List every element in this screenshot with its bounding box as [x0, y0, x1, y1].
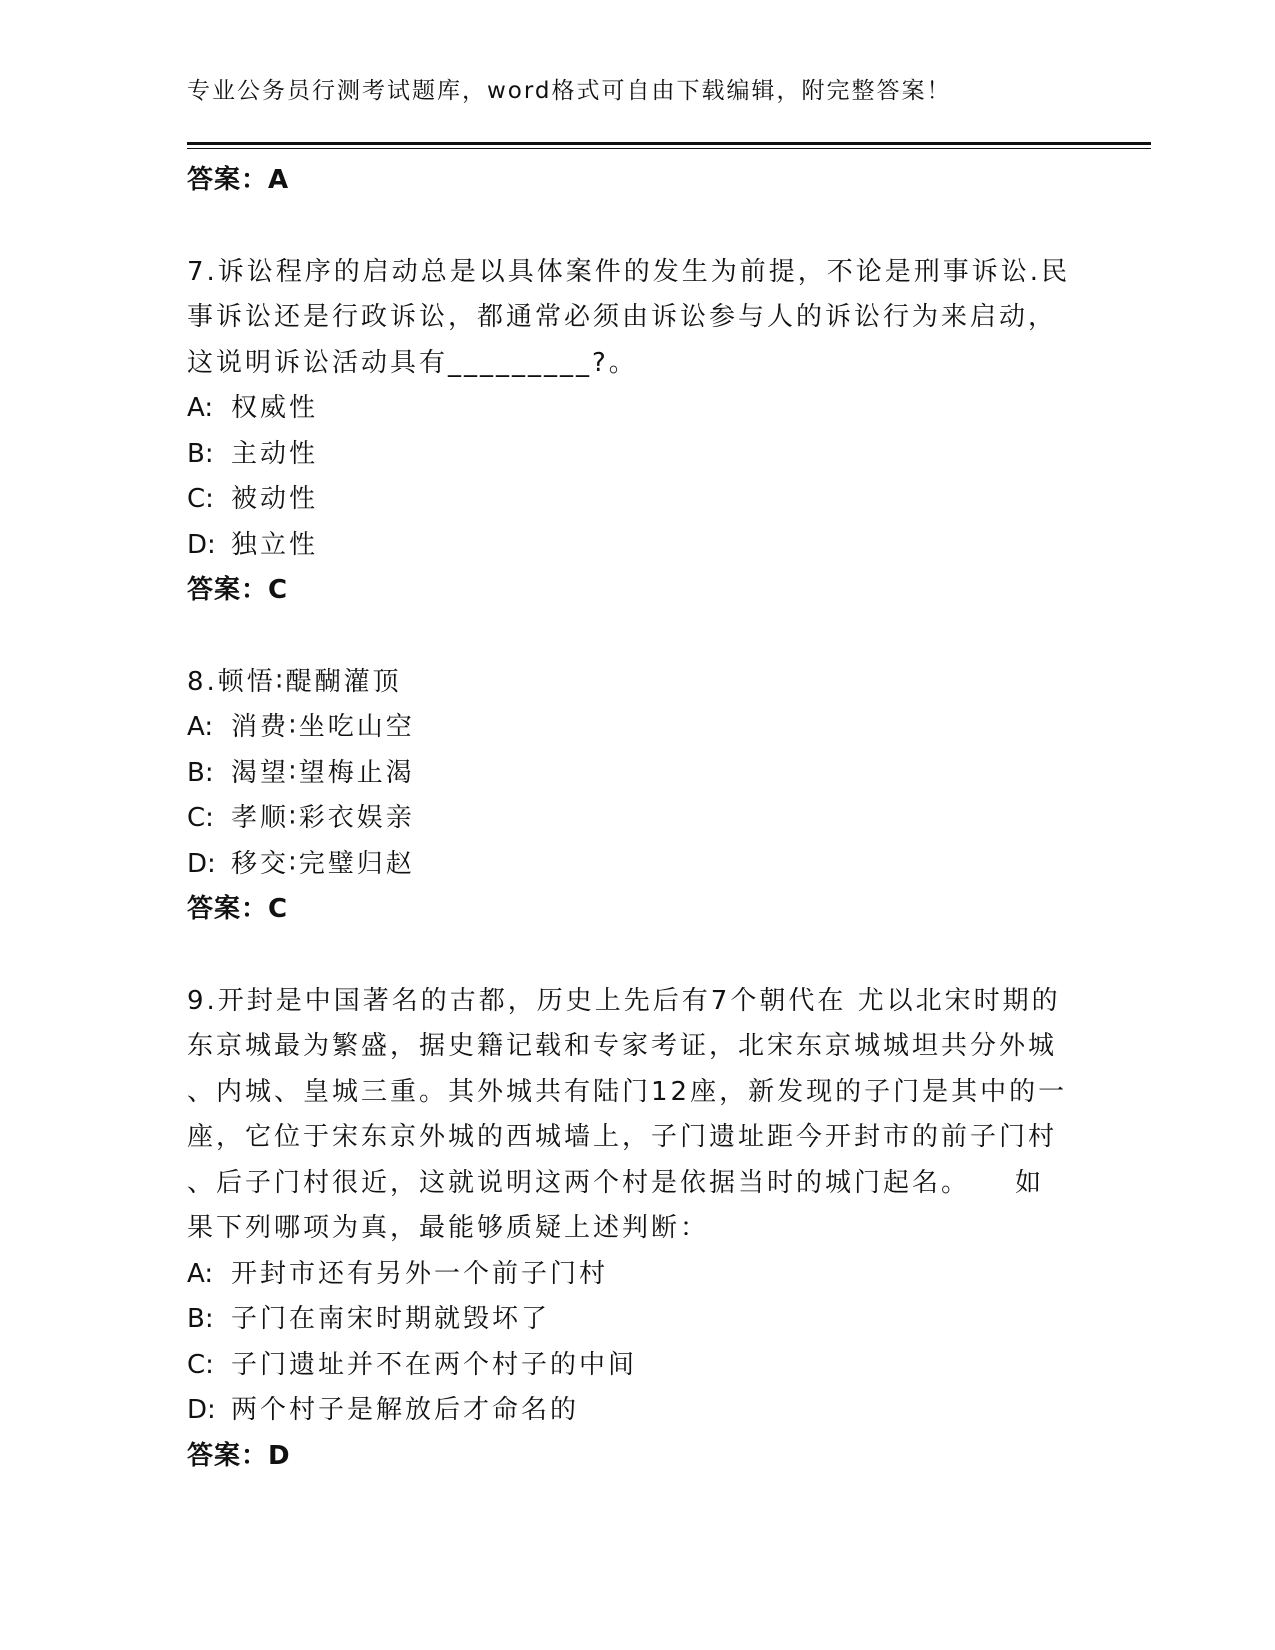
question-stem-line: 、后子门村很近，这就说明这两个村是依据当时的城门起名。 如	[187, 1167, 1045, 1198]
option-b	[187, 751, 1087, 797]
option-text: 孝顺∶彩衣娱亲	[231, 803, 415, 833]
answer: 答案：D	[187, 1440, 291, 1471]
option-c	[187, 1343, 1087, 1389]
page-header: 专业公务员行测考试题库，word格式可自由下载编辑，附完整答案！	[187, 78, 952, 104]
option-text: 消费∶坐吃山空	[231, 712, 415, 742]
option-text: 被动性	[231, 484, 319, 514]
question-stem-line: 东京城最为繁盛，据史籍记载和专家考证，北宋东京城城坦共分外城	[187, 1031, 1058, 1061]
option-label: C:	[187, 803, 214, 833]
option-text: 移交∶完璧归赵	[231, 848, 415, 879]
option-text: 两个村子是解放后才命名的	[231, 1395, 580, 1425]
option-text: 权威性	[231, 393, 319, 423]
option-label: C:	[187, 484, 214, 514]
option-b	[187, 1297, 1087, 1343]
spacer	[187, 614, 1087, 660]
question-stem-line: 座，它位于宋东京外城的西城墙上，子门遗址距今开封市的前子门村	[187, 1122, 1058, 1152]
answer: 答案：C	[187, 894, 289, 924]
question-9	[187, 979, 1087, 1480]
option-label: B:	[187, 757, 214, 788]
option-label: D:	[187, 1395, 216, 1425]
option-d	[187, 842, 1087, 888]
option-text: 独立性	[231, 529, 319, 560]
option-text: 子门遗址并不在两个村子的中间	[231, 1349, 638, 1380]
spacer	[187, 933, 1087, 979]
option-d	[187, 523, 1087, 569]
option-label: B:	[187, 1304, 214, 1334]
question-stem-line: 事诉讼还是行政诉讼，都通常必须由诉讼参与人的诉讼行为来启动，	[187, 302, 1058, 332]
question-stem-line: 8.顿悟∶醍醐灌顶	[187, 666, 402, 697]
option-label: A:	[187, 1258, 214, 1289]
option-label: D:	[187, 848, 216, 879]
option-b	[187, 432, 1087, 478]
option-d	[187, 1388, 1087, 1434]
option-text: 渴望∶望梅止渴	[231, 757, 415, 788]
option-c	[187, 477, 1087, 523]
answer: 答案：C	[187, 575, 289, 605]
spacer	[187, 204, 1087, 250]
question-8	[187, 660, 1087, 933]
answer-previous: 答案：A	[187, 165, 290, 195]
option-label: B:	[187, 438, 214, 469]
header-rule-thick	[187, 142, 1151, 145]
option-a	[187, 386, 1087, 432]
question-7	[187, 250, 1087, 614]
question-stem-line: 7.诉讼程序的启动总是以具体案件的发生为前提，不论是刑事诉讼.民	[187, 256, 1071, 287]
option-label: A:	[187, 393, 214, 423]
option-label: C:	[187, 1349, 214, 1380]
question-stem-line: 这说明诉讼活动具有_________?。	[187, 347, 638, 378]
option-a	[187, 705, 1087, 751]
option-text: 子门在南宋时期就毁坏了	[231, 1304, 551, 1334]
option-label: D:	[187, 529, 216, 560]
option-text: 主动性	[231, 438, 319, 469]
option-c	[187, 796, 1087, 842]
question-stem-line: 9.开封是中国著名的古都，历史上先后有7个朝代在 尤以北宋时期的	[187, 985, 1061, 1016]
option-label: A:	[187, 712, 214, 742]
document-body	[187, 158, 1087, 1479]
header-rule-thin	[187, 148, 1151, 149]
option-text: 开封市还有另外一个前子门村	[231, 1258, 609, 1289]
question-stem-line: 果下列哪项为真，最能够质疑上述判断：	[187, 1213, 710, 1243]
question-stem-line: 、内城、皇城三重。其外城共有陆门12座，新发现的子门是其中的一	[187, 1076, 1068, 1107]
option-a	[187, 1252, 1087, 1298]
